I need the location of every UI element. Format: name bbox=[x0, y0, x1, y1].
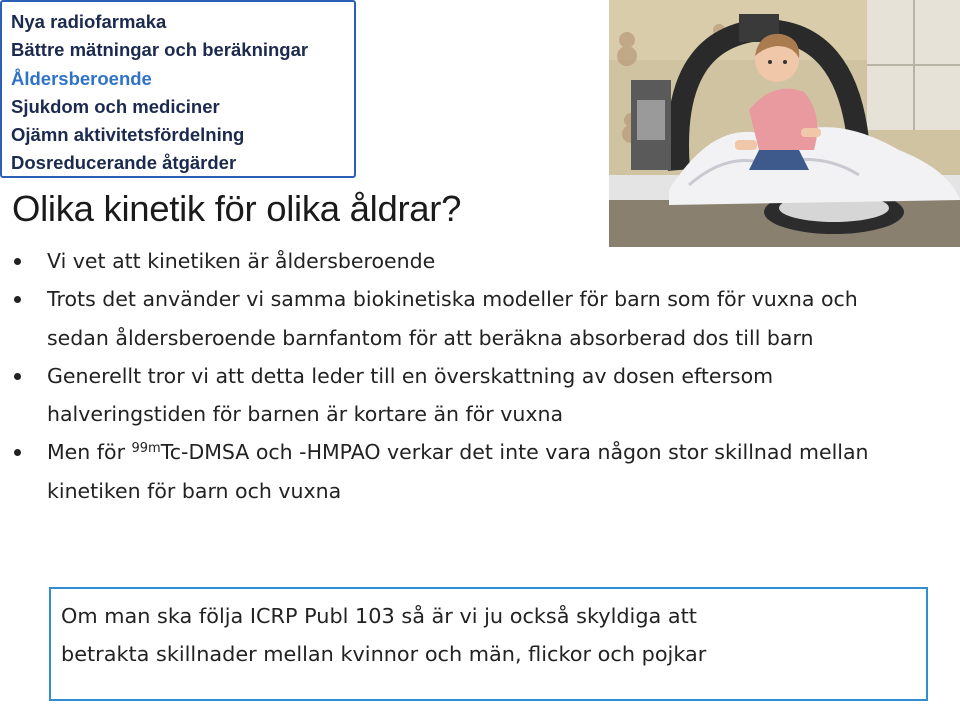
isotope-superscript: 99m bbox=[131, 441, 161, 457]
bullet-dot-icon bbox=[14, 373, 21, 380]
bullet-list bbox=[12, 242, 912, 510]
bullet-dot-icon bbox=[14, 449, 21, 456]
bullet-item bbox=[12, 357, 912, 434]
nav-item-dosreducerande-atgarder[interactable]: Dosreducerande åtgärder bbox=[11, 152, 237, 174]
bullet-text-pre: Men för bbox=[47, 440, 132, 465]
bullet-text: Trots det använder vi samma biokinetiska modeller för barn som för vuxna och sedan åldersberoende barnfantom för att beräkna absorberad dos till barn bbox=[47, 287, 858, 350]
note-box bbox=[49, 587, 928, 701]
bullet-item bbox=[12, 280, 912, 357]
nav-item-sjukdom-och-mediciner[interactable]: Sjukdom och mediciner bbox=[11, 95, 220, 117]
bullet-text: Generellt tror vi att detta leder till en överskattning av dosen eftersom halveringstiden för barnen är kortare än för vuxna bbox=[47, 363, 774, 427]
child-on-scanner-illustration bbox=[609, 0, 960, 247]
nav-item-aldersberoende[interactable]: Åldersberoende bbox=[11, 67, 152, 89]
slide-title: Olika kinetik för olika åldrar? bbox=[12, 188, 462, 229]
bullet-text: Vi vet att kinetiken är åldersberoende bbox=[47, 249, 436, 273]
note-line: betrakta skillnader mellan kvinnor och män, flickor och pojkar bbox=[61, 642, 707, 666]
child-on-scanner-photo bbox=[609, 0, 960, 247]
bullet-dot-icon bbox=[14, 258, 21, 265]
nav-item-battre-matningar[interactable]: Bättre mätningar och beräkningar bbox=[11, 39, 309, 61]
nav-menu bbox=[0, 0, 356, 178]
bullet-text-post: Tc-DMSA och -HMPAO verkar det inte vara någon stor skillnad mellan kinetiken för barn och vuxna bbox=[47, 440, 869, 503]
bullet-dot-icon bbox=[14, 296, 21, 303]
nav-item-ojamn-aktivitetsfordelning[interactable]: Ojämn aktivitetsfördelning bbox=[11, 124, 245, 146]
nav-item-nya-radiofarmaka[interactable]: Nya radiofarmaka bbox=[11, 11, 167, 32]
bullet-item bbox=[12, 433, 912, 510]
note-line: Om man ska följa ICRP Publ 103 så är vi ju också skyldiga att bbox=[61, 604, 697, 628]
bullet-item bbox=[12, 242, 912, 280]
